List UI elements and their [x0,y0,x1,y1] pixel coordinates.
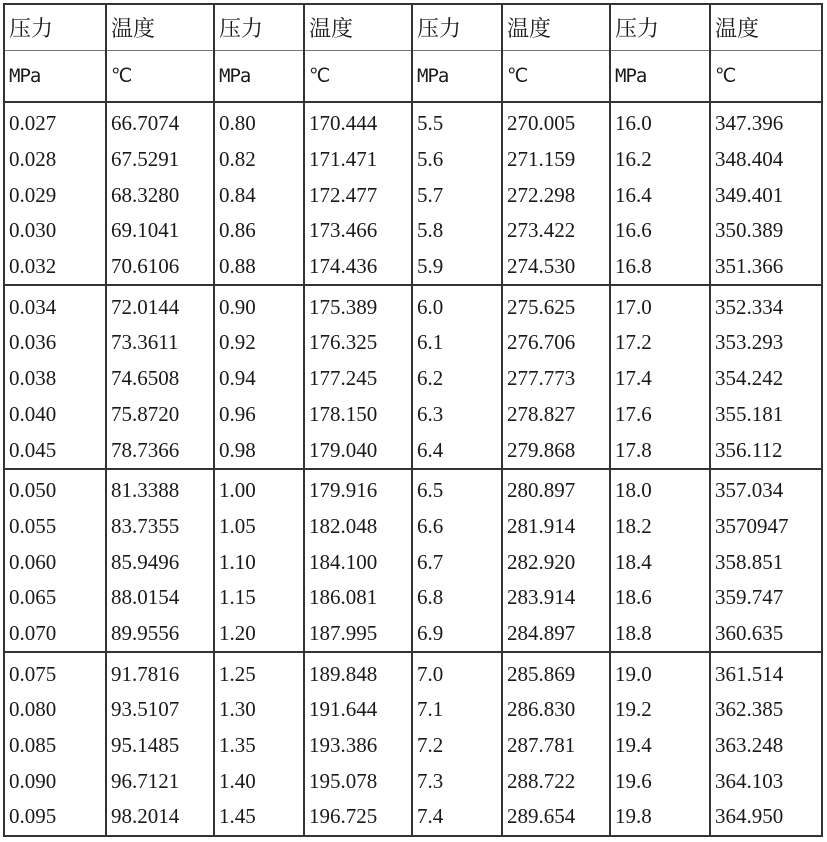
temperature-cell: 173.466 [304,213,412,249]
temperature-cell: 88.0154 [106,580,214,616]
pressure-cell: 18.0 [610,469,710,509]
temperature-cell: 172.477 [304,177,412,213]
pressure-cell: 1.35 [214,728,304,764]
table-row [4,509,822,545]
temperature-cell: 67.5291 [106,142,214,178]
pressure-cell: 0.085 [4,728,106,764]
pressure-cell: 18.6 [610,580,710,616]
table-row [4,469,822,509]
table-row [4,397,822,433]
pressure-cell: 6.7 [412,544,502,580]
temperature-cell: 280.897 [502,469,610,509]
pressure-cell: 6.2 [412,361,502,397]
temperature-cell: 275.625 [502,285,610,325]
pressure-cell: 17.4 [610,361,710,397]
column-unit: ℃ [304,51,412,103]
temperature-cell: 175.389 [304,285,412,325]
temperature-cell: 178.150 [304,397,412,433]
pressure-temperature-table [3,3,823,837]
pressure-cell: 17.6 [610,397,710,433]
temperature-cell: 96.7121 [106,763,214,799]
pressure-cell: 1.15 [214,580,304,616]
table-header [4,4,822,102]
temperature-cell: 276.706 [502,325,610,361]
temperature-cell: 191.644 [304,692,412,728]
temperature-cell: 281.914 [502,509,610,545]
temperature-cell: 184.100 [304,544,412,580]
column-header: 压力 [610,4,710,51]
pressure-cell: 0.032 [4,249,106,286]
table-row [4,616,822,653]
temperature-cell: 354.242 [710,361,822,397]
pressure-cell: 1.45 [214,799,304,836]
column-unit: MPa [610,51,710,103]
temperature-cell: 177.245 [304,361,412,397]
column-unit: ℃ [106,51,214,103]
temperature-cell: 271.159 [502,142,610,178]
pressure-cell: 0.095 [4,799,106,836]
pressure-cell: 18.4 [610,544,710,580]
temperature-cell: 179.916 [304,469,412,509]
table-row-group [4,469,822,652]
temperature-cell: 278.827 [502,397,610,433]
pressure-cell: 0.070 [4,616,106,653]
pressure-cell: 0.029 [4,177,106,213]
temperature-cell: 351.366 [710,249,822,286]
pressure-cell: 0.038 [4,361,106,397]
pressure-cell: 6.5 [412,469,502,509]
temperature-cell: 98.2014 [106,799,214,836]
column-header: 温度 [106,4,214,51]
table-row [4,177,822,213]
temperature-cell: 72.0144 [106,285,214,325]
pressure-cell: 0.92 [214,325,304,361]
pressure-cell: 16.0 [610,102,710,142]
pressure-cell: 1.40 [214,763,304,799]
pressure-cell: 0.027 [4,102,106,142]
column-unit: MPa [4,51,106,103]
pressure-cell: 0.84 [214,177,304,213]
temperature-cell: 73.3611 [106,325,214,361]
temperature-cell: 78.7366 [106,432,214,469]
temperature-cell: 273.422 [502,213,610,249]
temperature-cell: 288.722 [502,763,610,799]
pressure-cell: 18.8 [610,616,710,653]
pressure-cell: 5.6 [412,142,502,178]
temperature-cell: 74.6508 [106,361,214,397]
temperature-cell: 363.248 [710,728,822,764]
temperature-cell: 287.781 [502,728,610,764]
column-header: 温度 [304,4,412,51]
table-row [4,325,822,361]
pressure-cell: 1.25 [214,652,304,692]
pressure-cell: 7.0 [412,652,502,692]
temperature-cell: 349.401 [710,177,822,213]
temperature-cell: 362.385 [710,692,822,728]
column-header: 压力 [412,4,502,51]
column-header: 温度 [710,4,822,51]
pressure-cell: 19.6 [610,763,710,799]
temperature-cell: 282.920 [502,544,610,580]
temperature-cell: 91.7816 [106,652,214,692]
pressure-cell: 1.20 [214,616,304,653]
temperature-cell: 352.334 [710,285,822,325]
pressure-cell: 0.030 [4,213,106,249]
temperature-cell: 195.078 [304,763,412,799]
temperature-cell: 353.293 [710,325,822,361]
pressure-cell: 16.6 [610,213,710,249]
temperature-cell: 70.6106 [106,249,214,286]
temperature-cell: 347.396 [710,102,822,142]
temperature-cell: 68.3280 [106,177,214,213]
temperature-cell: 357.034 [710,469,822,509]
pressure-cell: 16.4 [610,177,710,213]
pressure-cell: 6.1 [412,325,502,361]
pressure-cell: 0.090 [4,763,106,799]
table-row [4,213,822,249]
column-header: 压力 [214,4,304,51]
pressure-cell: 0.82 [214,142,304,178]
pressure-cell: 18.2 [610,509,710,545]
temperature-cell: 355.181 [710,397,822,433]
pressure-cell: 0.060 [4,544,106,580]
pressure-cell: 16.2 [610,142,710,178]
temperature-cell: 272.298 [502,177,610,213]
temperature-cell: 360.635 [710,616,822,653]
temperature-cell: 361.514 [710,652,822,692]
column-unit: ℃ [502,51,610,103]
temperature-cell: 3570947 [710,509,822,545]
table-row-group [4,102,822,285]
pressure-cell: 6.6 [412,509,502,545]
pressure-cell: 7.2 [412,728,502,764]
table-row [4,249,822,286]
pressure-cell: 0.98 [214,432,304,469]
pressure-cell: 0.050 [4,469,106,509]
temperature-cell: 283.914 [502,580,610,616]
pressure-cell: 5.9 [412,249,502,286]
temperature-cell: 285.869 [502,652,610,692]
table-row [4,102,822,142]
temperature-cell: 286.830 [502,692,610,728]
pressure-temperature-table-container [3,3,821,837]
pressure-cell: 19.2 [610,692,710,728]
pressure-cell: 19.4 [610,728,710,764]
temperature-cell: 284.897 [502,616,610,653]
pressure-cell: 0.075 [4,652,106,692]
temperature-cell: 75.8720 [106,397,214,433]
pressure-cell: 5.5 [412,102,502,142]
table-row [4,652,822,692]
temperature-cell: 176.325 [304,325,412,361]
pressure-cell: 0.90 [214,285,304,325]
pressure-cell: 19.0 [610,652,710,692]
temperature-cell: 95.1485 [106,728,214,764]
pressure-cell: 0.96 [214,397,304,433]
table-row [4,728,822,764]
pressure-cell: 1.00 [214,469,304,509]
table-row-group [4,652,822,835]
pressure-cell: 0.036 [4,325,106,361]
pressure-cell: 5.8 [412,213,502,249]
pressure-cell: 0.94 [214,361,304,397]
table-row [4,432,822,469]
temperature-cell: 69.1041 [106,213,214,249]
pressure-cell: 19.8 [610,799,710,836]
pressure-cell: 7.4 [412,799,502,836]
temperature-cell: 359.747 [710,580,822,616]
pressure-cell: 7.3 [412,763,502,799]
pressure-cell: 6.4 [412,432,502,469]
table-row [4,763,822,799]
column-unit: ℃ [710,51,822,103]
pressure-cell: 17.0 [610,285,710,325]
pressure-cell: 0.88 [214,249,304,286]
pressure-cell: 6.9 [412,616,502,653]
pressure-cell: 0.065 [4,580,106,616]
pressure-cell: 0.080 [4,692,106,728]
pressure-cell: 0.028 [4,142,106,178]
pressure-cell: 0.045 [4,432,106,469]
temperature-cell: 89.9556 [106,616,214,653]
pressure-cell: 0.86 [214,213,304,249]
pressure-cell: 5.7 [412,177,502,213]
column-unit: MPa [412,51,502,103]
column-header: 压力 [4,4,106,51]
temperature-cell: 83.7355 [106,509,214,545]
header-label-row [4,4,822,51]
header-unit-row [4,51,822,103]
temperature-cell: 358.851 [710,544,822,580]
temperature-cell: 170.444 [304,102,412,142]
temperature-cell: 279.868 [502,432,610,469]
temperature-cell: 179.040 [304,432,412,469]
pressure-cell: 0.040 [4,397,106,433]
temperature-cell: 85.9496 [106,544,214,580]
column-unit: MPa [214,51,304,103]
temperature-cell: 186.081 [304,580,412,616]
table-row [4,285,822,325]
pressure-cell: 6.0 [412,285,502,325]
temperature-cell: 348.404 [710,142,822,178]
temperature-cell: 193.386 [304,728,412,764]
pressure-cell: 1.05 [214,509,304,545]
table-row [4,799,822,836]
temperature-cell: 182.048 [304,509,412,545]
pressure-cell: 6.8 [412,580,502,616]
pressure-cell: 0.055 [4,509,106,545]
pressure-cell: 6.3 [412,397,502,433]
pressure-cell: 1.10 [214,544,304,580]
temperature-cell: 66.7074 [106,102,214,142]
pressure-cell: 0.034 [4,285,106,325]
temperature-cell: 274.530 [502,249,610,286]
pressure-cell: 17.2 [610,325,710,361]
table-row-group [4,285,822,468]
table-row [4,142,822,178]
table-row [4,361,822,397]
temperature-cell: 364.103 [710,763,822,799]
temperature-cell: 350.389 [710,213,822,249]
pressure-cell: 7.1 [412,692,502,728]
column-header: 温度 [502,4,610,51]
table-row [4,544,822,580]
temperature-cell: 189.848 [304,652,412,692]
temperature-cell: 289.654 [502,799,610,836]
table-row [4,692,822,728]
temperature-cell: 277.773 [502,361,610,397]
temperature-cell: 196.725 [304,799,412,836]
temperature-cell: 270.005 [502,102,610,142]
temperature-cell: 174.436 [304,249,412,286]
temperature-cell: 356.112 [710,432,822,469]
pressure-cell: 16.8 [610,249,710,286]
pressure-cell: 0.80 [214,102,304,142]
pressure-cell: 1.30 [214,692,304,728]
pressure-cell: 17.8 [610,432,710,469]
temperature-cell: 187.995 [304,616,412,653]
table-row [4,580,822,616]
temperature-cell: 81.3388 [106,469,214,509]
temperature-cell: 93.5107 [106,692,214,728]
temperature-cell: 364.950 [710,799,822,836]
temperature-cell: 171.471 [304,142,412,178]
